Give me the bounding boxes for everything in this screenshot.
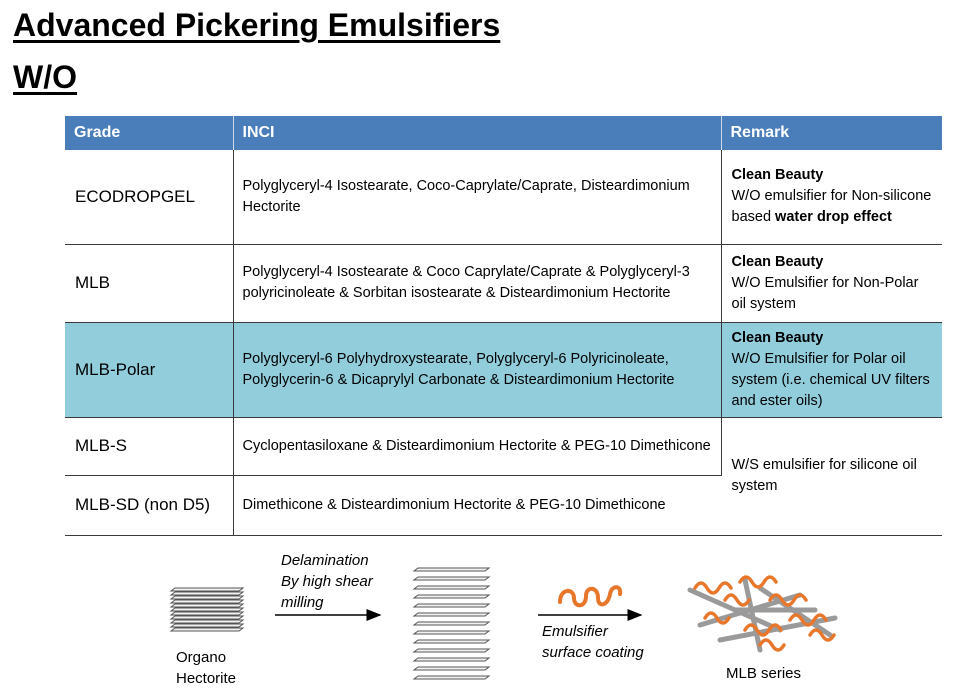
table-header-row bbox=[65, 116, 942, 150]
emulsifier-table bbox=[65, 116, 942, 536]
delaminated-platelet bbox=[414, 622, 489, 625]
hectorite-platelet bbox=[171, 612, 243, 615]
remark-text: W/O Emulsifier for Polar oil system (i.e. chemical UV filters and ester oils) bbox=[731, 350, 930, 409]
inci-cell: Dimethicone & Disteardimonium Hectorite & PEG-10 Dimethicone bbox=[233, 475, 721, 535]
emulsifier-label: Emulsifier surface coating bbox=[542, 623, 644, 661]
emulsifier-squiggle-icon bbox=[560, 587, 620, 605]
hectorite-platelet bbox=[171, 628, 243, 631]
mlb-series-cluster-icon bbox=[690, 577, 835, 650]
delaminated-platelet bbox=[414, 613, 489, 616]
hectorite-platelet bbox=[171, 608, 243, 611]
remark-tag: Clean Beauty bbox=[731, 167, 824, 184]
delaminated-platelet bbox=[414, 595, 489, 598]
remark-cell bbox=[721, 244, 942, 322]
hectorite-platelet bbox=[171, 600, 243, 603]
remark-bold: water drop effect bbox=[775, 209, 892, 226]
inci-cell: Polyglyceryl-6 Polyhydroxystearate, Polyglyceryl-6 Polyricinoleate, Polyglycerin-6 & Dicaprylyl Carbonate & Disteardimonium Hectorite bbox=[233, 322, 721, 417]
remark-cell bbox=[721, 322, 942, 417]
header-remark: Remark bbox=[721, 116, 942, 150]
table-row bbox=[65, 322, 942, 417]
delamination-label: Delamination By high shear milling bbox=[281, 552, 373, 611]
remark-text: W/O Emulsifier for Non-Polar oil system bbox=[731, 274, 919, 312]
remark-cell bbox=[721, 150, 942, 244]
emulsifier-coating-curl bbox=[760, 640, 784, 650]
remark-tag: Clean Beauty bbox=[731, 329, 824, 346]
hectorite-platelet bbox=[171, 624, 243, 627]
inci-cell: Polyglyceryl-4 Isostearate, Coco-Caprylate/Caprate, Disteardimonium Hectorite bbox=[233, 150, 721, 244]
grade-cell: MLB-Polar bbox=[65, 322, 233, 417]
table-row bbox=[65, 150, 942, 244]
delaminated-platelet bbox=[414, 577, 489, 580]
hectorite-platelet bbox=[171, 620, 243, 623]
grade-cell: MLB-SD (non D5) bbox=[65, 475, 233, 535]
delaminated-platelet bbox=[414, 676, 489, 679]
delaminated-platelet bbox=[414, 667, 489, 670]
delaminated-platelets-icon bbox=[414, 568, 489, 679]
title-line-1: Advanced Pickering Emulsifiers bbox=[13, 7, 501, 43]
process-diagram-graphics bbox=[0, 540, 965, 698]
grade-cell: ECODROPGEL bbox=[65, 150, 233, 244]
organo-hectorite-stack-icon bbox=[171, 588, 243, 631]
header-inci: INCI bbox=[233, 116, 721, 150]
inci-cell: Cyclopentasiloxane & Disteardimonium Hectorite & PEG-10 Dimethicone bbox=[233, 417, 721, 475]
remark-tag: Clean Beauty bbox=[731, 253, 824, 270]
table-row bbox=[65, 417, 942, 475]
emulsifier-coating-curl bbox=[725, 595, 749, 605]
emulsifier-coating-curl bbox=[695, 583, 731, 593]
delaminated-platelet bbox=[414, 640, 489, 643]
grade-cell: MLB bbox=[65, 244, 233, 322]
header-grade: Grade bbox=[65, 116, 233, 150]
process-diagram bbox=[0, 540, 965, 698]
table-row bbox=[65, 244, 942, 322]
title-line-2: W/O bbox=[13, 59, 77, 95]
hectorite-platelet bbox=[171, 596, 243, 599]
hectorite-platelet bbox=[171, 588, 243, 591]
mlb-series-label: MLB series bbox=[726, 665, 802, 682]
hectorite-platelet bbox=[171, 604, 243, 607]
delaminated-platelet bbox=[414, 586, 489, 589]
delaminated-platelet bbox=[414, 568, 489, 571]
hectorite-platelet bbox=[171, 592, 243, 595]
hectorite-platelet bbox=[171, 616, 243, 619]
remark-text: W/O emulsifier for Non-silicone based bbox=[731, 188, 932, 226]
delaminated-platelet bbox=[414, 658, 489, 661]
delaminated-platelet bbox=[414, 631, 489, 634]
delaminated-platelet bbox=[414, 604, 489, 607]
delaminated-platelet bbox=[414, 649, 489, 652]
grade-cell: MLB-S bbox=[65, 417, 233, 475]
remark-cell: W/S emulsifier for silicone oil system bbox=[721, 417, 942, 535]
inci-cell: Polyglyceryl-4 Isostearate & Coco Caprylate/Caprate & Polyglyceryl-3 polyricinoleate & Sorbitan isostearate & Disteardimonium Hectorite bbox=[233, 244, 721, 322]
organo-label: Organo Hectorite bbox=[176, 649, 237, 687]
